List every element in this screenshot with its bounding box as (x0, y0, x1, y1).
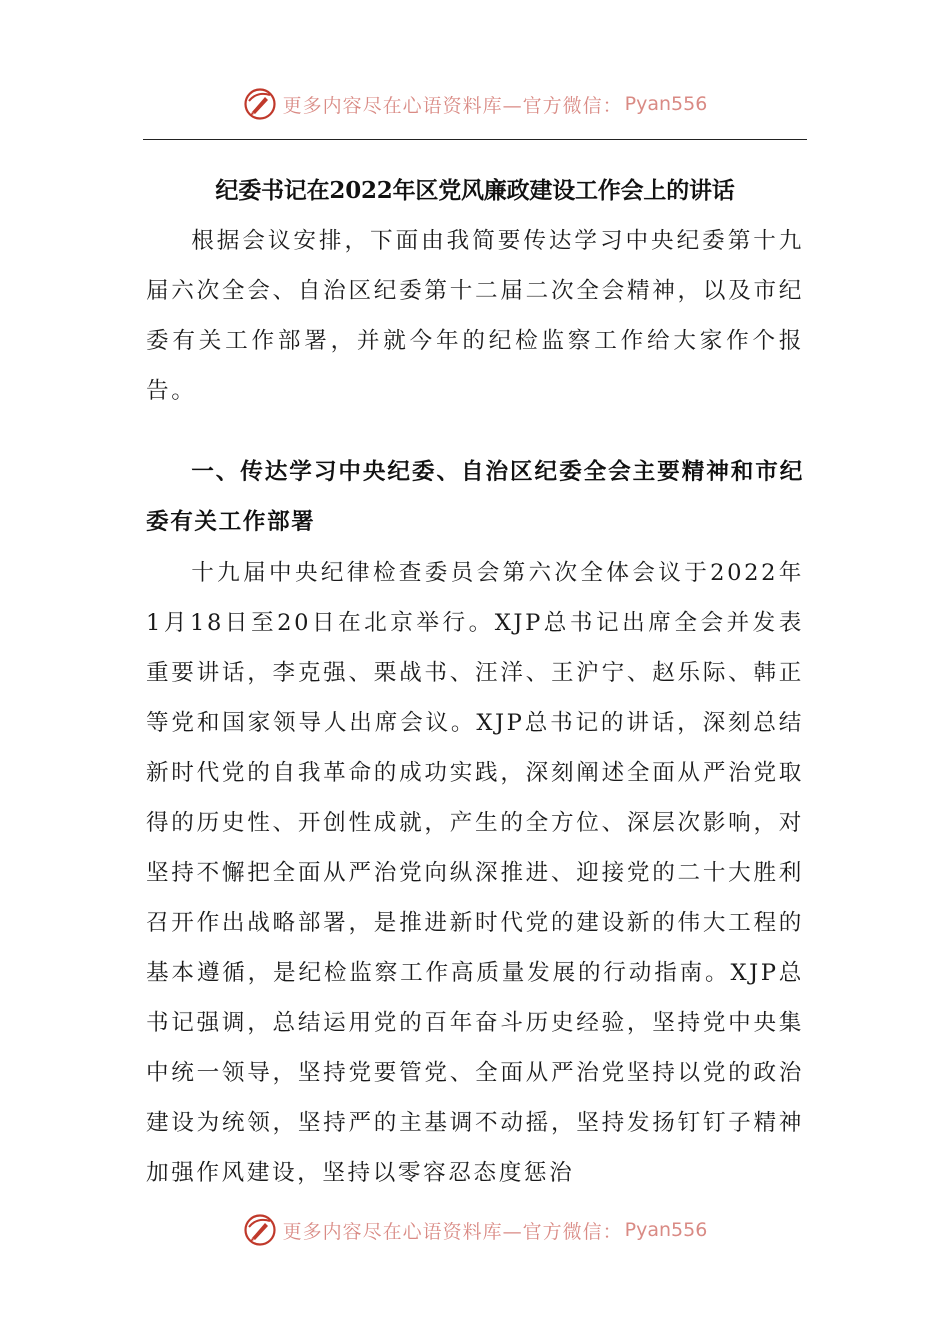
watermark-text: 更多内容尽在心语资料库—官方微信： (282, 94, 623, 117)
watermark-wechat-id: Pyan556 (624, 1219, 708, 1241)
paragraph-body: 十九届中央纪律检查委员会第六次全体会议于2022年1月18日至20日在北京举行。XJP总书记出席全会并发表重要讲话，李克强、栗战书、汪洋、王沪宁、赵乐际、韩正等党和国家领导人出席会议。XJP总书记的讲话，深刻总结新时代党的自我革命的成功实践，深刻阐述全面从严治党取得的历史性、开创性成就，产生的全方位、深层次影响，对坚持不懈把全面从严治党向纵深推进、迎接党的二十大胜利召开作出战略部署，是推进新时代党的建设新的伟大工程的基本遵循，是纪检监察工作高质量发展的行动指南。XJP总书记强调，总结运用党的百年奋斗历史经验，坚持党中央集中统一领导，坚持党要管党、全面从严治党坚持以党的政治建设为统领，坚持严的主基调不动摇，坚持发扬钉钉子精神加强作风建设，坚持以零容忍态度惩治 (146, 560, 804, 1186)
watermark-wechat-id: Pyan556 (624, 93, 708, 115)
document-title: 纪委书记在2022年区党风廉政建设工作会上的讲话 (215, 177, 735, 204)
section-heading-1: 一、传达学习中央纪委、自治区纪委全会主要精神和市纪委有关工作部署 (146, 459, 804, 535)
watermark-text: 更多内容尽在心语资料库—官方微信： (282, 1220, 623, 1243)
header-divider (143, 139, 807, 140)
footer-watermark (0, 1210, 950, 1250)
pen-nib-logo-icon (243, 1213, 277, 1247)
pen-nib-logo-icon (243, 87, 277, 121)
paragraph-intro: 根据会议安排，下面由我简要传达学习中央纪委第十九届六次全会、自治区纪委第十二届二次全会精神，以及市纪委有关工作部署，并就今年的纪检监察工作给大家作个报告。 (146, 228, 804, 404)
header-watermark (0, 84, 950, 124)
